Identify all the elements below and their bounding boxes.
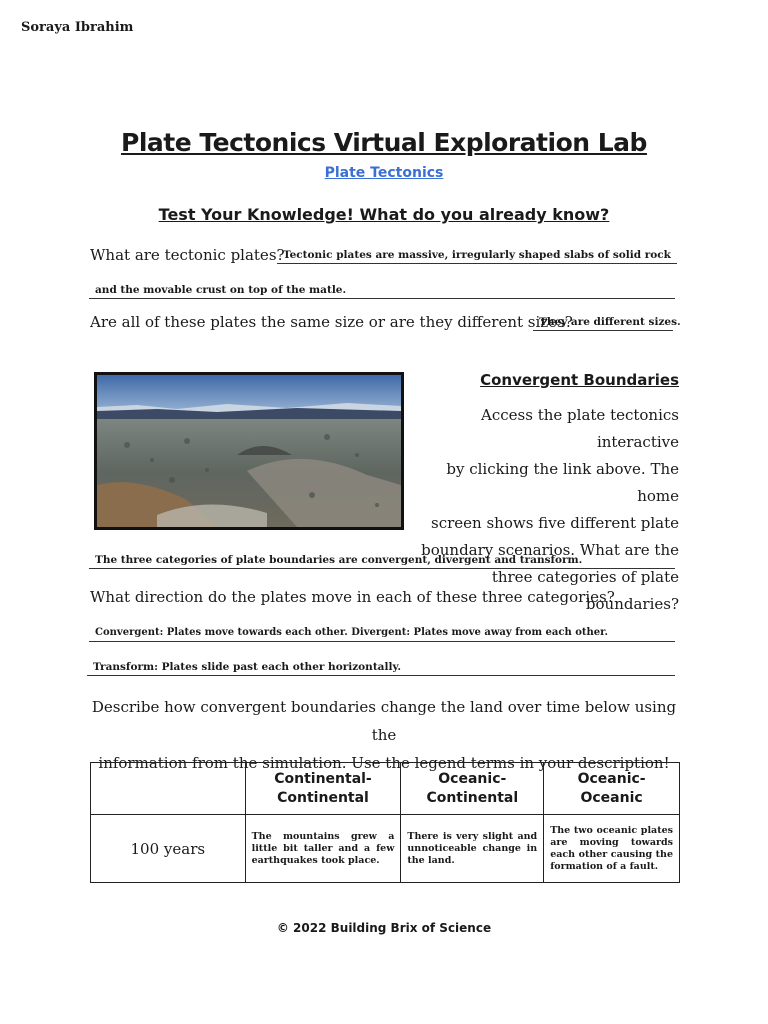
cell-oceanic-oceanic[interactable]: The two oceanic plates are moving towards each other causing the formation of a fault.	[544, 815, 680, 883]
instruction-line: boundary scenarios. What are the	[421, 541, 679, 559]
section-heading: Test Your Knowledge! What do you already know?	[158, 205, 610, 224]
boundary-change-table	[90, 762, 680, 883]
describe-line: information from the simulation. Use the legend terms in your description!	[98, 754, 670, 772]
header-oceanic-continental: Oceanic- Continental	[401, 763, 544, 815]
question-plate-sizes: Are all of these plates the same size or are they different sizes?	[90, 313, 573, 331]
row-label-100-years: 100 years	[91, 815, 246, 883]
answer-tectonic-plates-line2[interactable]: and the movable crust on top of the matle.	[89, 284, 675, 299]
cell-oceanic-continental[interactable]: There is very slight and unnoticeable change in the land.	[401, 815, 544, 883]
table-row	[91, 815, 680, 883]
header-continental-continental: Continental- Continental	[245, 763, 401, 815]
answer-plate-directions-line1[interactable]: Convergent: Plates move towards each other. Divergent: Plates move away from each other.	[89, 627, 675, 642]
answer-boundary-categories[interactable]: The three categories of plate boundaries are convergent, divergent and transform.	[89, 554, 675, 569]
instruction-line: by clicking the link above. The home	[446, 460, 679, 505]
answer-tectonic-plates-line1[interactable]: Tectonic plates are massive, irregularly shaped slabs of solid rock	[277, 249, 677, 264]
instruction-line: screen shows five different plate	[431, 514, 679, 532]
table-header-row	[91, 763, 680, 815]
table-corner-cell	[91, 763, 246, 815]
answer-plate-directions-line2[interactable]: Transform: Plates slide past each other horizontally.	[87, 661, 675, 676]
copyright-footer: © 2022 Building Brix of Science	[276, 921, 492, 935]
cell-continental-continental[interactable]: The mountains grew a little bit taller and a few earthquakes took place.	[245, 815, 401, 883]
plate-tectonics-link[interactable]: Plate Tectonics	[324, 165, 444, 181]
volcanic-landscape-photo	[94, 372, 404, 530]
instruction-line: three categories of plate boundaries?	[491, 568, 679, 613]
answer-plate-sizes[interactable]: They are different sizes.	[533, 316, 673, 331]
convergent-boundaries-instructions	[412, 402, 679, 618]
instruction-line: Access the plate tectonics interactive	[481, 406, 679, 451]
describe-line: Describe how convergent boundaries change the land over time below using the	[91, 698, 677, 744]
question-tectonic-plates: What are tectonic plates?	[90, 246, 285, 264]
student-name: Soraya Ibrahim	[21, 20, 134, 35]
convergent-boundaries-heading: Convergent Boundaries	[480, 371, 679, 389]
page-title: Plate Tectonics Virtual Exploration Lab	[121, 128, 647, 157]
question-plate-directions: What direction do the plates move in each of these three categories?	[90, 588, 615, 606]
header-oceanic-oceanic: Oceanic- Oceanic	[544, 763, 680, 815]
